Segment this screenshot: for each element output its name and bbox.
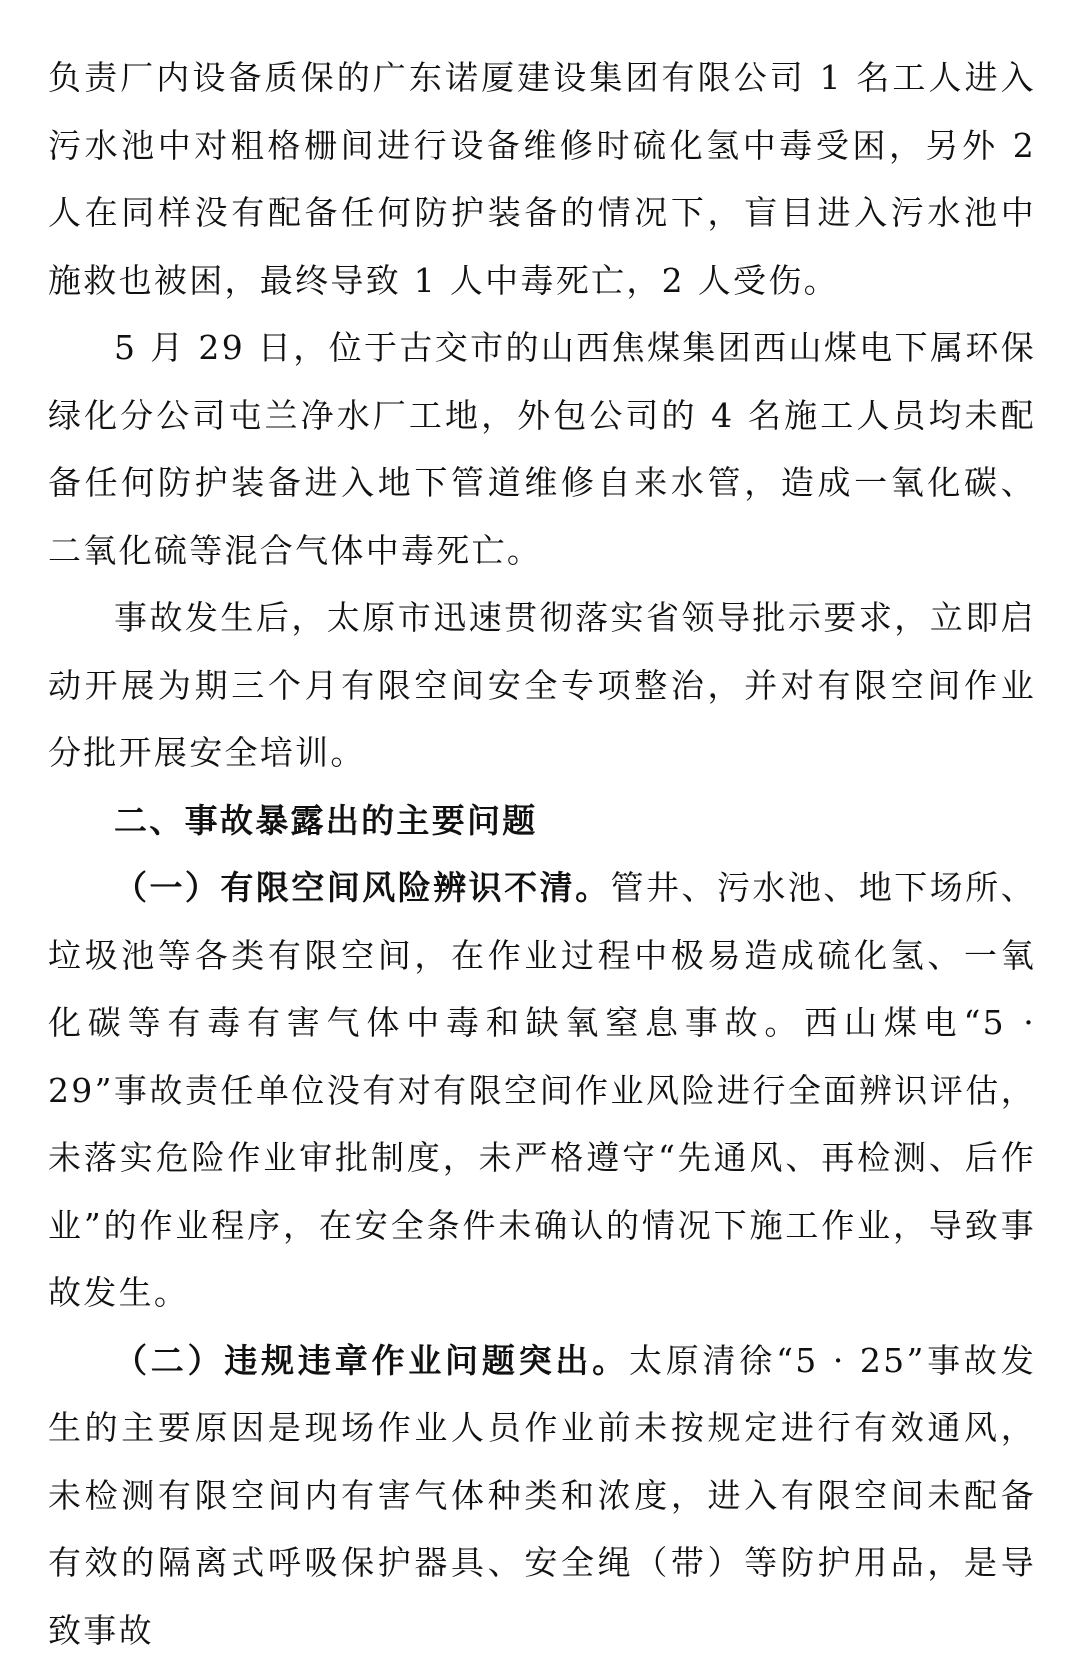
item-1-body: 管井、污水池、地下场所、垃圾池等各类有限空间，在作业过程中极易造成硫化氢、一氧化碳等有毒有害气体中毒和缺氧窒息事故。西山煤电“5 · 29”事故责任单位没有对有限空间作业风险进行全面辨识评估，未落实危险作业审批制度，未严格遵守“先通风、再检测、后作业”的作业程序，在安全条件未确认的情况下施工作业，导致事故发生。	[48, 868, 1036, 1312]
item-1-title: （一）有限空间风险辨识不清。	[114, 868, 611, 907]
paragraph-incident-guangdong: 负责厂内设备质保的广东诺厦建设集团有限公司 1 名工人进入污水池中对粗格栅间进行设备维修时硫化氢中毒受困，另外 2 人在同样没有配备任何防护装备的情况下，盲目进入污水池中施救也被困，最终导致 1 人中毒死亡，2 人受伤。	[48, 44, 1036, 314]
section-heading-main-problems: 二、事故暴露出的主要问题	[48, 787, 1036, 855]
paragraph-item-2	[48, 1327, 1036, 1664]
item-2-title: （二）违规违章作业问题突出。	[114, 1341, 629, 1380]
paragraph-incident-may29: 5 月 29 日，位于古交市的山西焦煤集团西山煤电下属环保绿化分公司屯兰净水厂工地，外包公司的 4 名施工人员均未配备任何防护装备进入地下管道维修自来水管，造成一氧化碳、二氧化硫等混合气体中毒死亡。	[48, 314, 1036, 584]
item-2-body: 太原清徐“5 · 25”事故发生的主要原因是现场作业人员作业前未按规定进行有效通风，未检测有限空间内有害气体种类和浓度，进入有限空间未配备有效的隔离式呼吸保护器具、安全绳（带）等防护用品，是导致事故	[48, 1341, 1036, 1650]
paragraph-response: 事故发生后，太原市迅速贯彻落实省领导批示要求，立即启动开展为期三个月有限空间安全专项整治，并对有限空间作业分批开展安全培训。	[48, 584, 1036, 787]
document-page	[48, 44, 1036, 1664]
paragraph-item-1	[48, 854, 1036, 1327]
